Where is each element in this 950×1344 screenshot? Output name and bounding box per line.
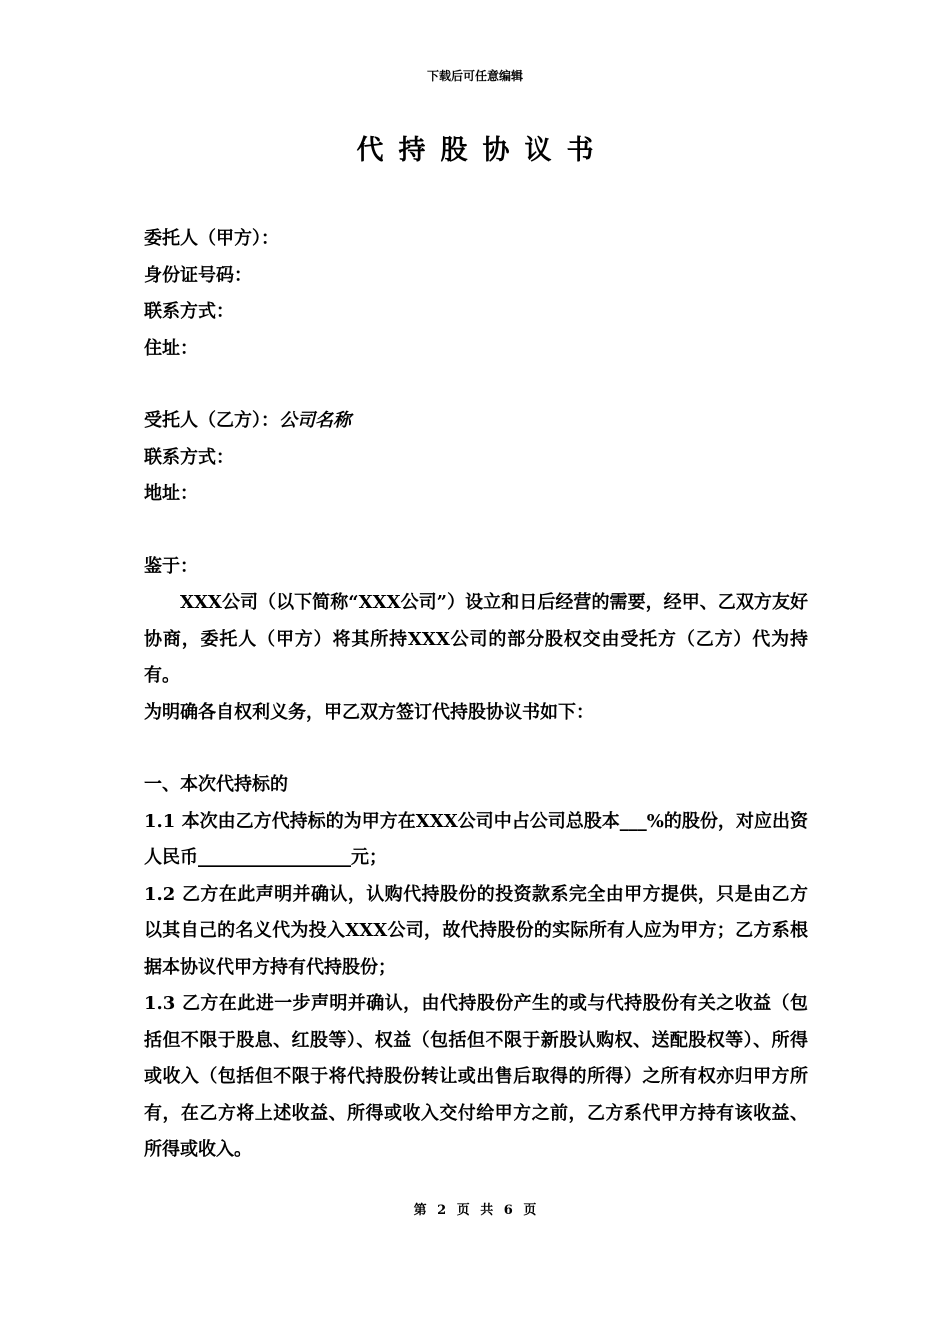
party-b-label: 受托人（乙方）：: [144, 410, 279, 431]
whereas-paragraph: XXX公司（以下简称“XXX公司”）设立和日后经营的需要，经甲、乙双方友好协商，委托人（甲方）将其所持XXX公司的部分股权交由受托方（乙方）代为持有。: [144, 592, 808, 686]
document-title: 代持股协议书: [356, 135, 609, 166]
page-footer: 第 2 页 共 6 页: [413, 1203, 537, 1218]
spacer: [144, 367, 808, 403]
whereas-heading: 鉴于：: [144, 555, 198, 577]
spacer: [144, 513, 808, 549]
party-a-address-label: 住址：: [144, 337, 198, 359]
party-a-contact-label: 联系方式：: [144, 301, 234, 322]
section-1-heading: 一、本次代持标的: [144, 774, 288, 795]
party-a-label: 委托人（甲方）：: [144, 228, 279, 249]
spacer: [144, 731, 808, 767]
purpose-paragraph: 为明确各自权利义务，甲乙双方签订代持股协议书如下：: [144, 701, 594, 723]
party-b-contact-label: 联系方式：: [144, 446, 234, 468]
header-note: 下载后可任意编辑: [426, 69, 523, 83]
party-b-address-label: 地址：: [144, 483, 198, 504]
clause-1-3: 1.3 乙方在此进一步声明并确认，由代持股份产生的或与代持股份有关之收益（包括但不限于股息、红股等）、权益（包括但不限于新股认购权、送配股权等）、所得或收入（包括但不限于将代持股份转让或出售后取得的所得）之所有权亦归甲方所有，在乙方将上述收益、所得或收入交付给甲方之前，乙方系代甲方持有该收益、所得或收入。: [144, 993, 808, 1160]
clause-1-1: 1.1 本次由乙方代持标的为甲方在XXX公司中占公司总股本___%的股份，对应出资人民币_________________元；: [144, 810, 808, 868]
party-b-name: 公司名称: [279, 410, 351, 431]
party-a-id-label: 身份证号码：: [144, 264, 252, 286]
document-body: [144, 221, 808, 1169]
clause-1-2: 1.2 乙方在此声明并确认，认购代持股份的投资款系完全由甲方提供，只是由乙方以其自己的名义代为投入XXX公司，故代持股份的实际所有人应为甲方；乙方系根据本协议代甲方持有代持股份；: [144, 883, 808, 978]
party-b-line: [144, 403, 808, 440]
